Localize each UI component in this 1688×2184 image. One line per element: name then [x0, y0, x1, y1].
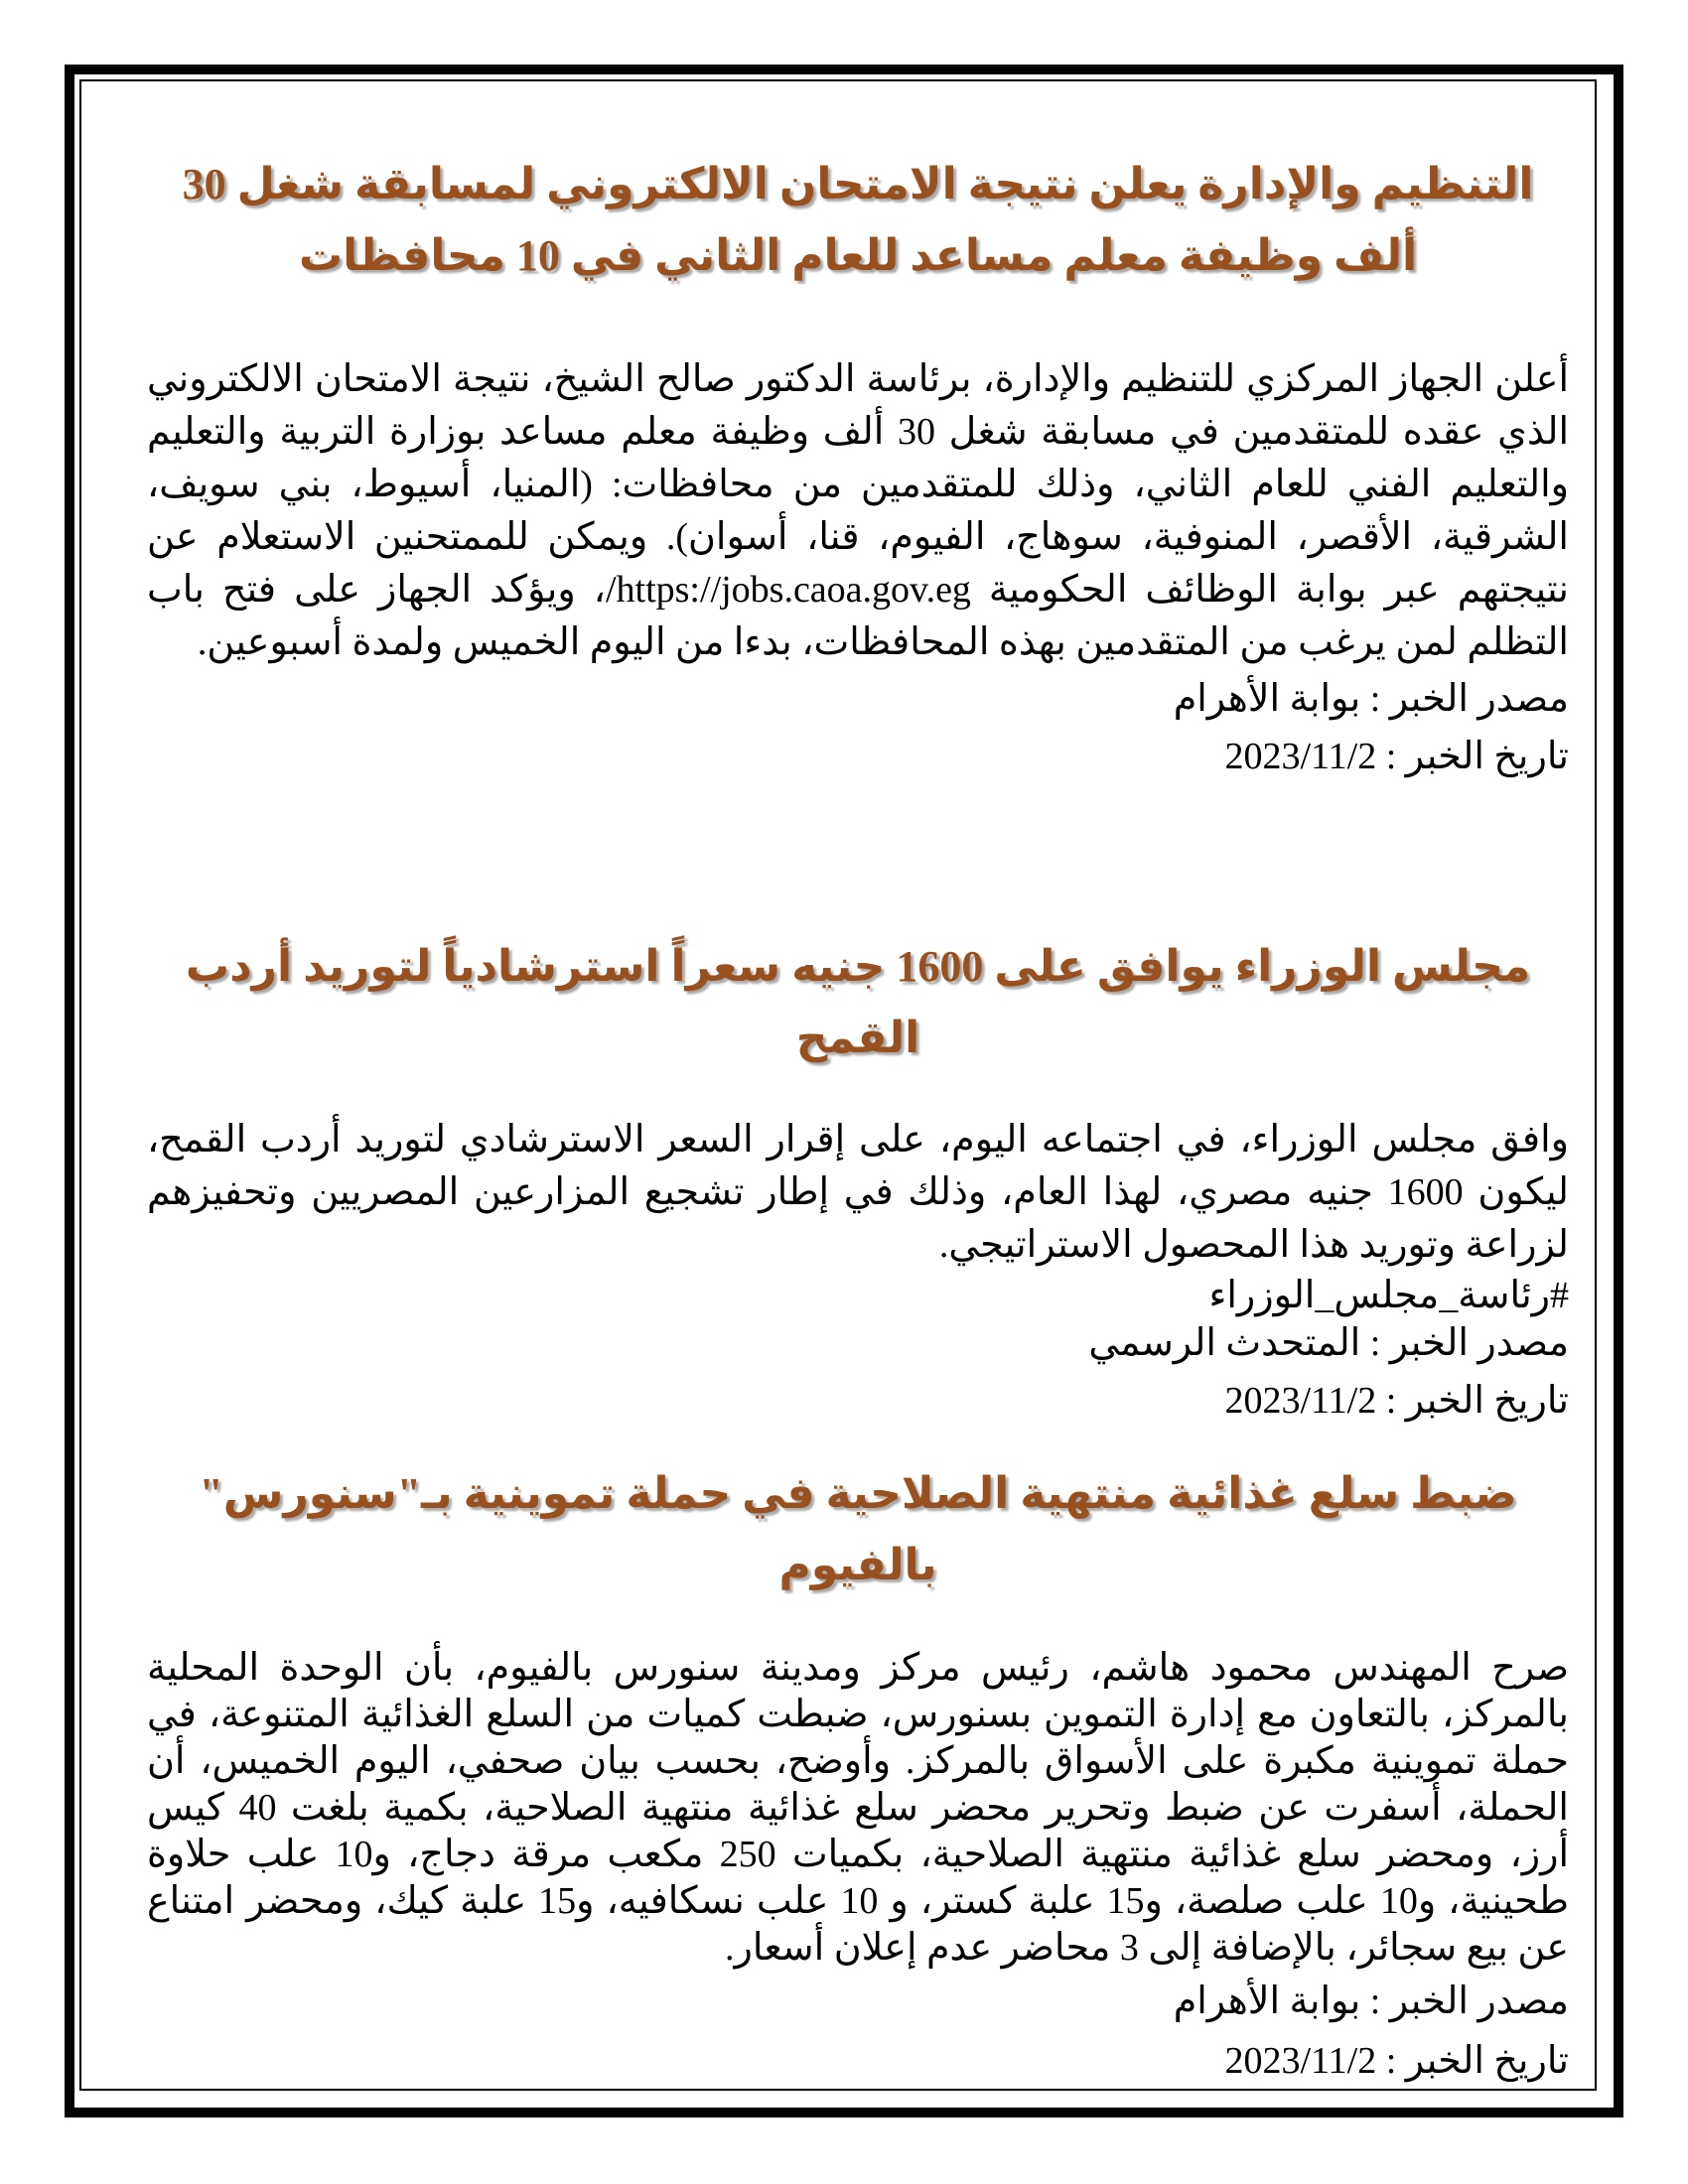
article-body: صرح المهندس محمود هاشم، رئيس مركز ومدينة سنورس بالفيوم، بأن الوحدة المحلية بالمركز، بالتعاون مع إدارة التموين بسنورس، ضبطت كميات من السلع الغذائية المتنوعة، في حملة تموينية مكبرة على الأسواق بالمركز. وأوضح، بحسب بيان صحفي، اليوم الخميس، أن الحملة، أسفرت عن ضبط وتحرير محضر سلع غذائية منتهية الصلاحية، بكمية بلغت 40 كيس أرز، ومحضر سلع غذائية منتهية الصلاحية، بكميات 250 مكعب مرقة دجاج، و10 علب حلاوة طحينية، و10 علب صلصة، و15 علبة كستر، و 10 علب نسكافيه، و15 علبة كيك، ومحضر امتناع عن بيع سجائر، بالإضافة إلى 3 محاضر عدم إعلان أسعار. [147, 1647, 1569, 1969]
news-date: تاريخ الخبر : 2023/11/2 [1224, 736, 1569, 777]
document-content [147, 0, 1569, 2085]
news-date: تاريخ الخبر : 2023/11/2 [1224, 2040, 1569, 2082]
news-date: تاريخ الخبر : 2023/11/2 [1224, 1380, 1569, 1422]
news-article [147, 931, 1569, 1425]
news-source: مصدر الخبر : بوابة الأهرام [1173, 678, 1569, 720]
article-body: أعلن الجهاز المركزي للتنظيم والإدارة، برئاسة الدكتور صالح الشيخ، نتيجة الامتحان الالكتروني الذي عقده للمتقدمين في مسابقة شغل 30 ألف وظيفة معلم مساعد بوزارة التربية والتعليم والتعليم الفني للعام الثاني، وذلك للمتقدمين من محافظات: (المنيا، أسيوط، بني سويف، الشرقية، الأقصر، المنوفية، سوهاج، الفيوم، قنا، أسوان). ويمكن للممتحنين الاستعلام عن نتيجتهم عبر بوابة الوظائف الحكومية https://jobs.caoa.gov.eg/، ويؤكد الجهاز على فتح باب التظلم لمن يرغب من المتقدمين بهذه المحافظات، بدءا من اليوم الخميس ولمدة أسبوعين. [147, 358, 1570, 663]
news-article [147, 149, 1569, 780]
news-source: مصدر الخبر : بوابة الأهرام [1173, 1980, 1569, 2022]
article-title: مجلس الوزراء يوافق على 1600 جنيه سعراً استرشادياً لتوريد أردب القمح [185, 942, 1531, 1062]
article-body: وافق مجلس الوزراء، في اجتماعه اليوم، على إقرار السعر الاسترشادي لتوريد أردب القمح، ليكون 1600 جنيه مصري، لهذا العام، وذلك في إطار تشجيع المزارعين المصريين وتحفيزهم لزراعة وتوريد هذا المحصول الاستراتيجي. [147, 1119, 1569, 1266]
news-article [147, 1458, 1569, 2085]
hashtag: #رئاسة_مجلس_الوزراء [1208, 1275, 1569, 1316]
article-title: التنظيم والإدارة يعلن نتيجة الامتحان الالكتروني لمسابقة شغل 30 ألف وظيفة معلم مساعد للعام الثاني في 10 محافظات [182, 160, 1534, 280]
article-title: ضبط سلع غذائية منتهية الصلاحية في حملة تموينية بـ"سنورس" بالفيوم [199, 1469, 1517, 1589]
news-source: مصدر الخبر : المتحدث الرسمي [1088, 1322, 1569, 1364]
